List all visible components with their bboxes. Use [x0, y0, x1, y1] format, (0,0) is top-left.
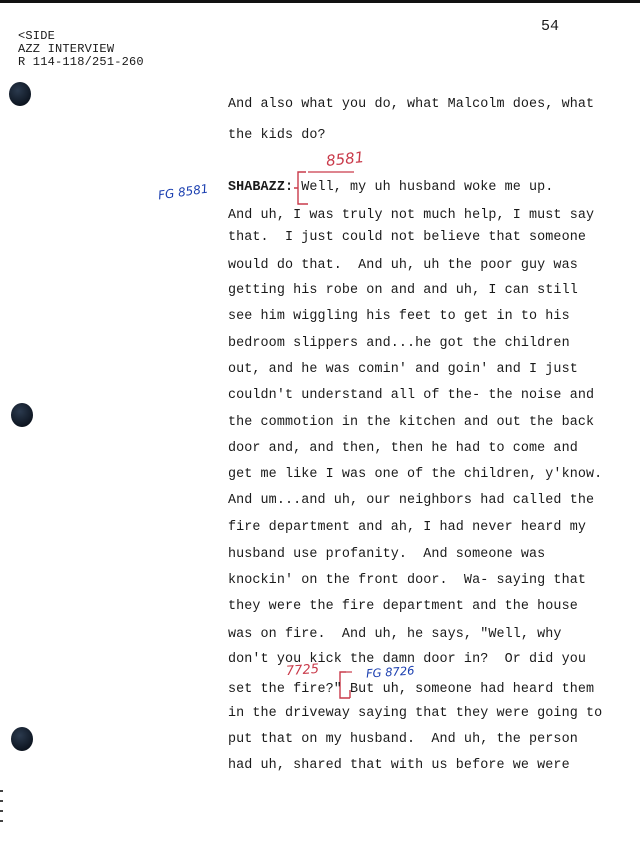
transcript-line-1: And uh, I was truly not much help, I must say	[228, 208, 595, 223]
transcript-line-22: had uh, shared that with us before we were	[228, 758, 570, 773]
transcript-line-6: bedroom slippers and...he got the children	[228, 336, 570, 351]
speaker-line	[228, 180, 553, 195]
header-line-1: <SIDE	[18, 29, 56, 43]
transcript-line-9: the commotion in the kitchen and out the back	[228, 415, 595, 430]
punch-hole-bottom	[11, 727, 33, 751]
header-line-3: R 114-118/251-260	[18, 55, 144, 69]
document-header	[18, 30, 144, 69]
transcript-line-12: And um...and uh, our neighbors had called the	[228, 493, 595, 508]
transcript-line-3: would do that. And uh, uh the poor guy was	[228, 258, 578, 273]
top-edge-rule	[0, 0, 640, 3]
scan-edge-marks	[0, 790, 4, 840]
transcript-line-21: put that on my husband. And uh, the person	[228, 732, 578, 747]
page-number: 54	[541, 18, 560, 35]
handwritten-number-bottom: 7725	[285, 661, 320, 680]
transcript-line-13: fire department and ah, I had never heard my	[228, 520, 586, 535]
transcript-line-15: knockin' on the front door. Wa- saying that	[228, 573, 586, 588]
transcript-line-11: get me like I was one of the children, y'know.	[228, 467, 603, 482]
handwritten-number-top: 8581	[325, 148, 366, 170]
transcript-line-19: set the fire?" But uh, someone had heard them	[228, 682, 595, 697]
transcript-line-10: door and, and then, then he had to come and	[228, 441, 578, 456]
transcript-line-17: was on fire. And uh, he says, "Well, why	[228, 627, 562, 642]
speaker-first-line: Well, my uh husband woke me up.	[301, 180, 554, 195]
transcript-line-16: they were the fire department and the house	[228, 599, 578, 614]
transcript-line-20: in the driveway saying that they were going to	[228, 706, 603, 721]
punch-hole-top	[9, 82, 31, 106]
transcript-line-18: don't you kick the damn door in? Or did you	[228, 652, 586, 667]
transcript-line-14: husband use profanity. And someone was	[228, 547, 546, 562]
transcript-line-5: see him wiggling his feet to get in to his	[228, 309, 570, 324]
punch-hole-middle	[11, 403, 33, 427]
handwritten-fg-code-bottom: FG 8726	[365, 663, 415, 681]
transcript-line-4: getting his robe on and and uh, I can still	[228, 283, 578, 298]
header-line-2: AZZ INTERVIEW	[18, 42, 115, 56]
transcript-line-7: out, and he was comin' and goin' and I just	[228, 362, 578, 377]
intro-line-2: the kids do?	[228, 128, 326, 143]
transcript-line-8: couldn't understand all of the- the noise and	[228, 388, 595, 403]
intro-line-1: And also what you do, what Malcolm does, what	[228, 97, 595, 112]
handwritten-fg-code-left: FG 8581	[157, 181, 210, 203]
speaker-label: SHABAZZ:	[228, 180, 294, 195]
transcript-line-2: that. I just could not believe that someone	[228, 230, 586, 245]
